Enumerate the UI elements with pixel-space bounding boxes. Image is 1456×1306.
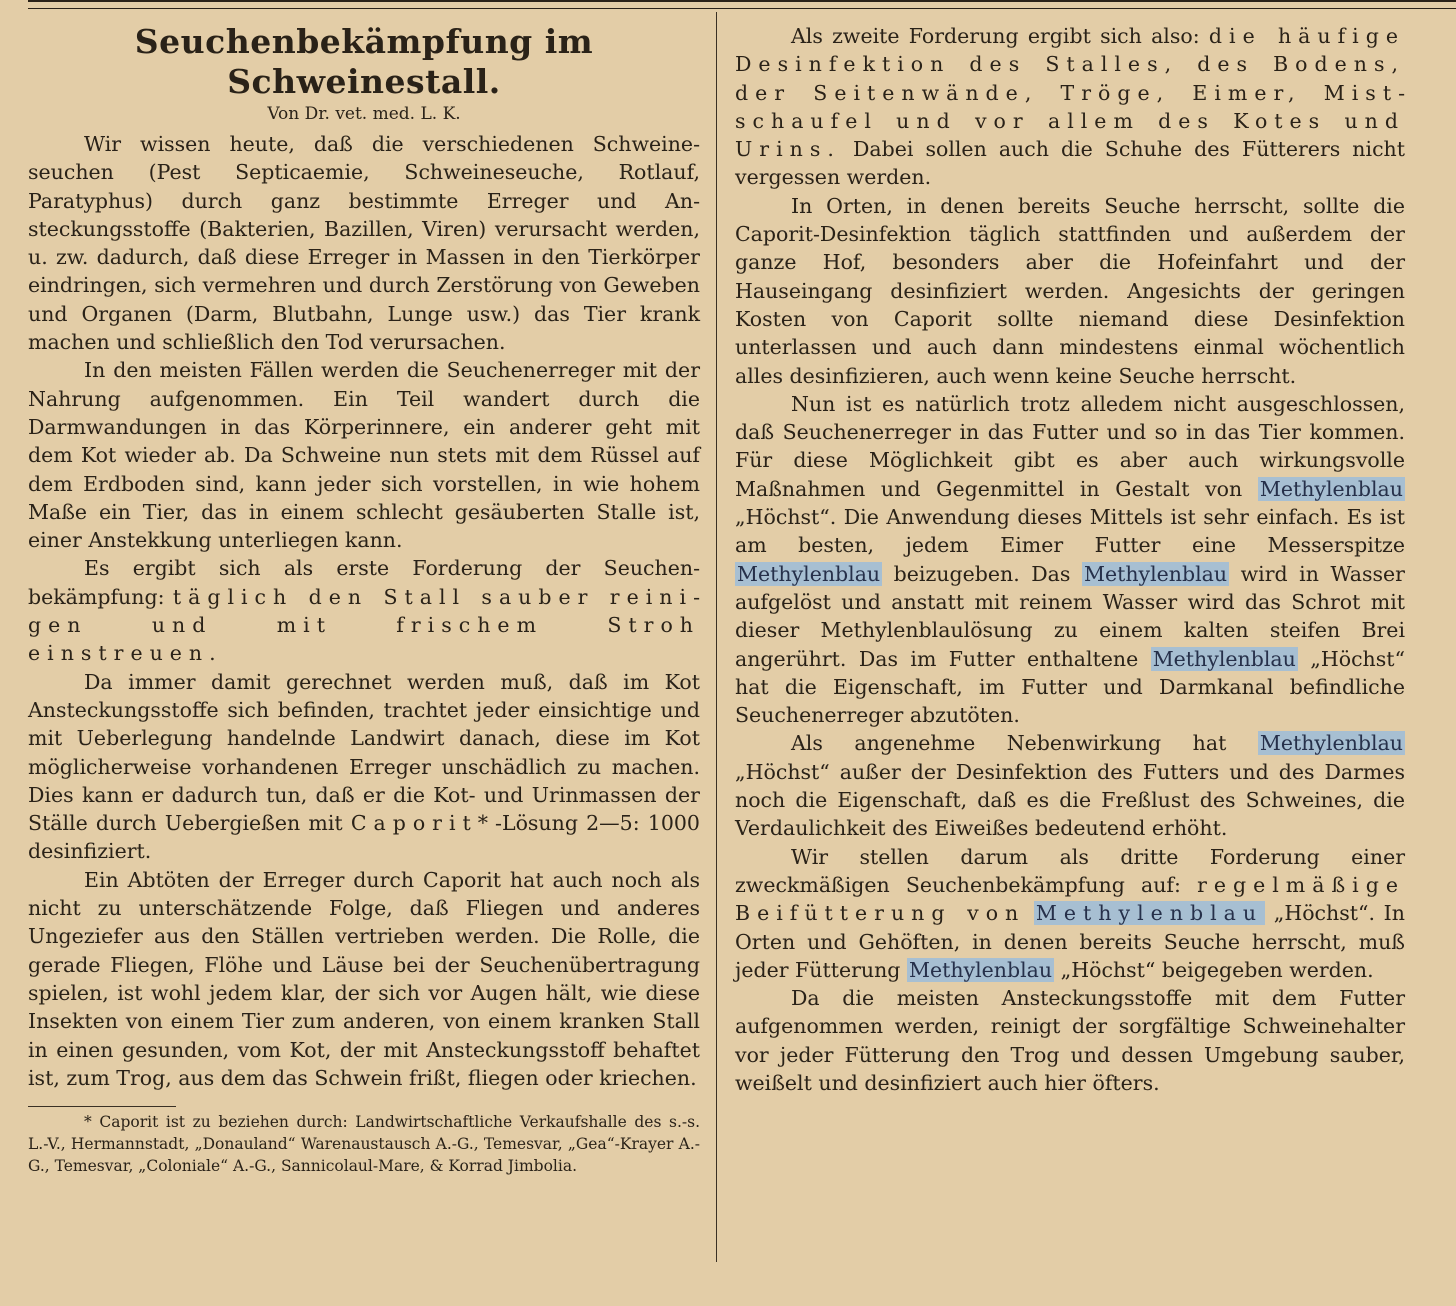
paragraph-text: Es ergibt sich als erste Forderung der Seuchenbekämpfung: (28, 556, 700, 609)
highlighted-term: Methylenblau (1259, 731, 1403, 756)
spaced-emphasis: täglich den Stall sauber reinigen und mit frischem Stroh einstreuen. (28, 584, 700, 666)
article-title: Seuchenbekämpfung im Schweinestall. (134, 22, 594, 101)
paragraph: In den meisten Fällen werden die Seuchenerreger mit der Nahrung aufgenommen. Ein Teil wandert durch die Darmwandungen in das Körperinnere, ein anderer geht mit dem Kot wieder ab. Da Schweine nun stets mit dem Rüssel auf dem Erdboden sind, kann jeder sich vorstellen, in wie hohem Maße ein Tier, das in einem schlecht gesäuberten Stalle ist, einer Anstekkung unterliegen kann. (28, 358, 700, 553)
highlighted-term: Methylenblau (1035, 901, 1264, 926)
paragraph-text: „Höchst“ außer der Desinfektion des Futters und des Darmes noch die Eigenschaft, daß es die Freßlust des Schweines, die Verdaulichkeit des Eiweißes bedeutend erhöht. (735, 759, 1405, 841)
paragraph-text: „Höchst“. Die Anwendung dieses Mittels ist sehr einfach. Es ist am besten, jedem Eimer Futter eine Messerspitze (735, 505, 1405, 558)
paragraph (28, 554, 700, 667)
spaced-emphasis: Caporit* (350, 811, 496, 836)
paragraph (735, 843, 1405, 984)
paragraph-text: „Höchst“ hat die Eigenschaft, im Futter und Darmkanal befindliche Seuchenerreger abzutöten. (735, 646, 1405, 728)
highlighted-term: Methylenblau (1152, 646, 1296, 671)
paragraph (735, 729, 1405, 842)
paragraph (735, 22, 1405, 192)
paragraph (28, 668, 700, 866)
footnote-rule (28, 1106, 176, 1107)
paragraph-text: In Orten und Gehöften, in denen bereits Seuche herrscht, muß jeder Fütterung (735, 901, 1405, 982)
paragraph-text: beizugeben. Das (893, 561, 1071, 586)
paragraph-text: „Höchst“. (1273, 901, 1375, 926)
right-column (735, 22, 1405, 1097)
left-column (28, 22, 700, 1177)
paragraph-text: Nun ist es natürlich trotz alledem nicht ausgeschlossen, daß Seuchenerreger in das Futter und so in das Tier kommen. Für diese Möglichkeit gibt es aber auch wirkungsvolle Maßnahmen und Gegenmittel in Gestalt von (735, 391, 1405, 501)
paragraph-text: wird in Wasser aufgelöst und anstatt mit reinem Wasser wird das Schrot mit dieser Methylenblaulösung zu einem kalten steifen Brei angerührt. Das im Futter enthaltene (735, 561, 1405, 671)
paragraph: In Orten, in denen bereits Seuche herrscht, sollte die Caporit-Desinfektion täglich stattfinden und außerdem der ganze Hof, besonders aber die Hofeinfahrt und der Hauseingang desinfiziert werden. Angesichts der geringen Kosten von Caporit sollte niemand diese Desinfektion unterlassen und auch dann mindestens einmal wöchentlich alles desinfizieren, auch wenn keine Seuche herrscht. (735, 193, 1405, 388)
article-byline: Von Dr. vet. med. L. K. (267, 104, 461, 124)
paragraph: Wir wissen heute, daß die verschiedenen Schweineseuchen (Pest Septicaemie, Schweineseuche, Rotlauf, Paratyphus) durch ganz bestimmte Erreger und Ansteckungsstoffe (Bakterien, Bazillen, Viren) verursacht werden, u. zw. dadurch, daß diese Erreger in Massen in den Tierkörper eindringen, sich vermehren und durch Zerstörung von Geweben und Organen (Darm, Blutbahn, Lunge usw.) das Tier krank machen und schließlich den Tod verursachen. (28, 132, 700, 355)
paragraph-text: -Lösung 2—5: 1000 desinfiziert. (28, 811, 700, 864)
footnote: * Caporit ist zu beziehen durch: Landwirtschaftliche Verkaufshalle des s.-s. L.-V., Hermannstadt, „Donauland“ Warenaustausch A.-G., Temesvar, „Gea“-Krayer A.-G., Temesvar, „Coloniale“ A.-G., Sannicolaul-Mare, & Korrad Jimbolia. (28, 1113, 700, 1176)
highlighted-term: Methylenblau (1083, 561, 1228, 586)
spaced-emphasis: die häufige Desinfektion des Stalles, des Bodens, der Seitenwände, Tröge, Eimer, Mistschaufel und vor allem des Kotes und Urins. (735, 24, 1405, 162)
paragraph-text: Als angenehme Nebenwirkung hat (791, 731, 1227, 756)
top-rule (28, 0, 1456, 9)
paragraph-text: Da immer damit gerechnet werden muß, daß im Kot Ansteckungsstoffe sich befinden, trachtet jeder einsichtige und mit Ueberlegung handelnde Landwirt danach, diese im Kot möglicherweise vorhandenen Erreger unschädlich zu machen. Dies kann er dadurch tun, daß er die Kot- und Urinmassen der Ställe durch Uebergießen mit (28, 669, 700, 836)
paragraph-text: Dabei sollen auch die Schuhe des Fütterers nicht vergessen werden. (735, 137, 1405, 190)
column-divider (716, 12, 717, 1262)
highlighted-term: Methylenblau (737, 561, 881, 586)
paragraph-text: Wir stellen darum als dritte Forderung einer zweckmäßigen Seuchenbekämpfung auf: (735, 844, 1405, 897)
paragraph-text: „Höchst“ beigegeben werden. (1060, 957, 1374, 982)
paragraph: Da die meisten Ansteckungsstoffe mit dem Futter aufgenommen werden, reinigt der sorgfältige Schweinehalter vor jeder Fütterung den Trog und dessen Umgebung sauber, weißelt und desinfiziert auch hier öfters. (735, 986, 1405, 1095)
highlighted-term: Methylenblau (908, 957, 1053, 982)
paragraph (735, 390, 1405, 730)
spaced-emphasis: regelmäßige Beifütterung von (735, 872, 1405, 926)
paragraph: Ein Abtöten der Erreger durch Caporit hat auch noch als nicht zu unterschätzende Folge, daß Fliegen und anderes Ungeziefer aus den Ställen vertrieben werden. Die Rolle, die gerade Fliegen, Flöhe und Läuse bei der Seuchenübertragung spielen, ist wohl jedem klar, der sich vor Augen hält, wie diese Insekten von einem Tier zum anderen, von einem kranken Stall in einen gesunden, vom Kot, der mit Ansteckungsstoff behaftet ist, zum Trog, aus dem das Schwein frißt, fliegen oder kriechen. (28, 867, 700, 1090)
highlighted-term: Methylenblau (1259, 476, 1403, 501)
paragraph-text: Als zweite Forderung ergibt sich also: (791, 24, 1200, 48)
